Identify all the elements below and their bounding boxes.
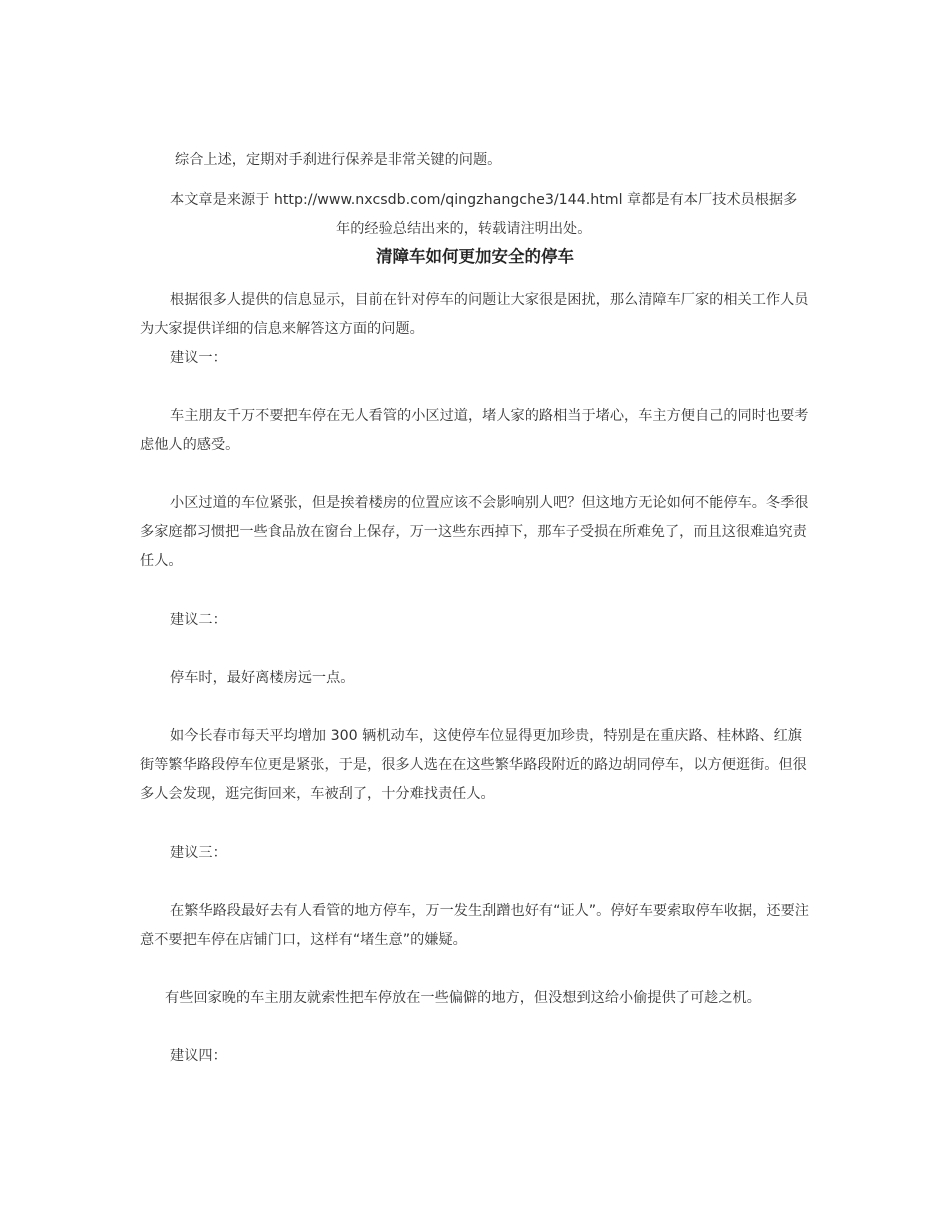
intro-paragraph: 根据很多人提供的信息显示，目前在针对停车的问题让大家很是困扰，那么清障车厂家的相关工作人员为大家提供详细的信息来解答这方面的问题。 (140, 292, 809, 337)
suggestion-3-paragraph-1: 在繁华路段最好去有人看管的地方停车，万一发生刮蹭也好有“证人”。停好车要索取停车收据，还要注意不要把车停在店铺门口，这样有“堵生意”的嫌疑。 (140, 903, 809, 948)
suggestion-1-paragraph-2: 小区过道的车位紧张，但是挨着楼房的位置应该不会影响别人吧？但这地方无论如何不能停车。冬季很多家庭都习惯把一些食品放在窗台上保存，万一这些东西掉下，那车子受损在所难免了，而且这很难追究责任人。 (140, 495, 809, 569)
heading-suggestion-3: 建议三： (170, 845, 227, 861)
source-line-2: 年的经验总结出来的，转载请注明出处。 (336, 221, 592, 237)
heading-suggestion-4: 建议四： (170, 1048, 227, 1064)
suggestion-2-paragraph-2: 如今长春市每天平均增加 300 辆机动车，这使停车位显得更加珍贵，特别是在重庆路、桂林路、红旗街等繁华路段停车位更是紧张，于是，很多人选在在这些繁华路段附近的路边胡同停车，以方便逛街。但很多人会发现，逛完街回来，车被刮了，十分难找责任人。 (140, 728, 807, 802)
summary-paragraph: 综合上述，定期对手刹进行保养是非常关键的问题。 (175, 152, 502, 168)
heading-suggestion-1: 建议一： (170, 350, 227, 366)
suggestion-1-paragraph-1: 车主朋友千万不要把车停在无人看管的小区过道，堵人家的路相当于堵心，车主方便自己的同时也要考虑他人的感受。 (140, 408, 809, 453)
heading-suggestion-2: 建议二： (170, 612, 227, 628)
suggestion-2-paragraph-1: 停车时，最好离楼房远一点。 (170, 670, 355, 686)
article-title: 清障车如何更加安全的停车 (376, 247, 574, 266)
suggestion-3-paragraph-2: 有些回家晚的车主朋友就索性把车停放在一些偏僻的地方，但没想到这给小偷提供了可趁之机。 (165, 990, 761, 1006)
source-line-1: 本文章是来源于 http://www.nxcsdb.com/qingzhangche3/144.html 章都是有本厂技术员根据多 (170, 192, 798, 208)
